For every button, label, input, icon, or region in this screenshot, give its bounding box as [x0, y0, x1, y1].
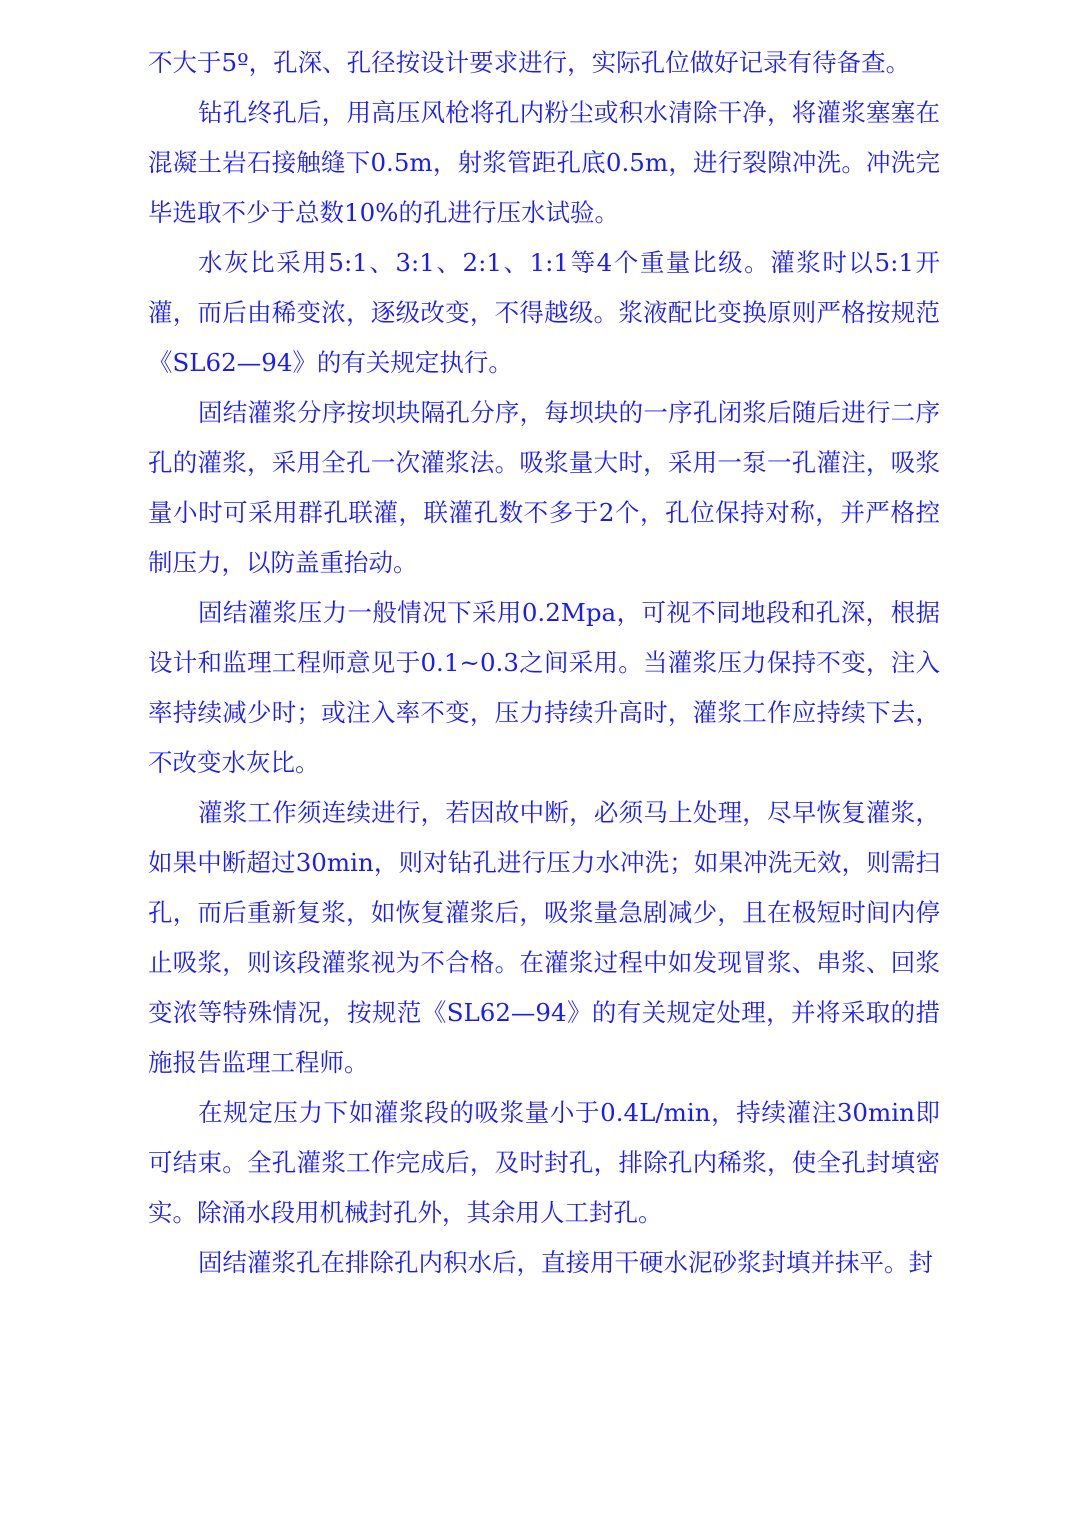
paragraph-continuous-grouting: 灌浆工作须连续进行，若因故中断，必须马上处理，尽早恢复灌浆，如果中断超过30min，则对钻孔进行压力水冲洗；如果冲洗无效，则需扫孔，而后重新复浆，如恢复灌浆后，吸浆量急剧减少，且在极短时间内停止吸浆，则该段灌浆视为不合格。在灌浆过程中如发现冒浆、串浆、回浆变浓等特殊情况，按规范《SL62—94》的有关规定处理，并将采取的措施报告监理工程师。 — [148, 798, 940, 1077]
paragraph-grouting-pressure: 固结灌浆压力一般情况下采用0.2Mpa，可视不同地段和孔深，根据设计和监理工程师意见于0.1~0.3之间采用。当灌浆压力保持不变，注入率持续减少时；或注入率不变，压力持续升高时，灌浆工作应持续下去，不改变水灰比。 — [148, 598, 940, 777]
paragraph-grouting-sequence: 固结灌浆分序按坝块隔孔分序，每坝块的一序孔闭浆后随后进行二序孔的灌浆，采用全孔一次灌浆法。吸浆量大时，采用一泵一孔灌注，吸浆量小时可采用群孔联灌，联灌孔数不多于2个，孔位保持对称，并严格控制压力，以防盖重抬动。 — [148, 398, 940, 577]
paragraph-water-cement-ratio: 水灰比采用5:1、3:1、2:1、1:1等4个重量比级。灌浆时以5:1开灌，而后由稀变浓，逐级改变，不得越级。浆液配比变换原则严格按规范《SL62—94》的有关规定执行。 — [148, 248, 940, 377]
document-body — [148, 38, 940, 1288]
paragraph-drilling-cleaning: 钻孔终孔后，用高压风枪将孔内粉尘或积水清除干净，将灌浆塞塞在混凝土岩石接触缝下0.5m，射浆管距孔底0.5m，进行裂隙冲洗。冲洗完毕选取不少于总数10%的孔进行压水试验。 — [148, 98, 940, 227]
paragraph-hole-sealing: 固结灌浆孔在排除孔内积水后，直接用干硬水泥砂浆封填并抹平。封 — [198, 1248, 933, 1277]
paragraph-continuation: 不大于5º，孔深、孔径按设计要求进行，实际孔位做好记录有待备查。 — [148, 48, 911, 77]
paragraph-grouting-end: 在规定压力下如灌浆段的吸浆量小于0.4L/min，持续灌注30min即可结束。全孔灌浆工作完成后，及时封孔，排除孔内稀浆，使全孔封填密实。除涌水段用机械封孔外，其余用人工封孔。 — [148, 1098, 940, 1227]
